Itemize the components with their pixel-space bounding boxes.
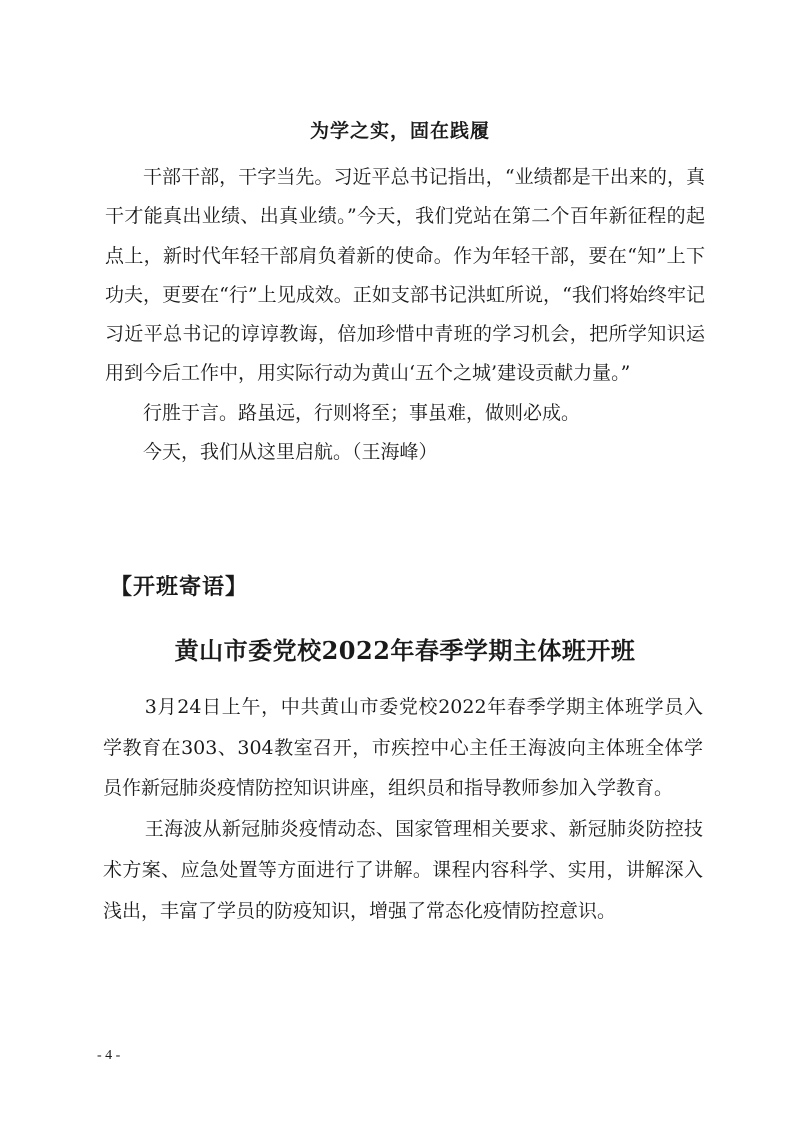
news-body bbox=[103, 687, 703, 931]
paragraph: 3月24日上午，中共黄山市委党校2022年春季学期主体班学员入学教育在303、304教室召开，市疾控中心主任王海波向主体班全体学员作新冠肺炎疫情防控知识讲座，组织员和指导教师参加入学教育。 bbox=[103, 696, 703, 800]
paragraph: 今天，我们从这里启航。（王海峰） bbox=[143, 441, 438, 464]
news-headline: 黄山市委党校2022年春季学期主体班开班 bbox=[174, 636, 636, 665]
section-header-tag: 【开班寄语】 bbox=[110, 575, 249, 600]
section-title: 为学之实，固在践履 bbox=[309, 120, 490, 142]
paragraph: 干部干部，干字当先。习近平总书记指出，“业绩都是干出来的，真干才能真出业绩、出真业绩。”今天，我们党站在第二个百年新征程的起点上，新时代年轻干部肩负着新的使命。作为年轻干部，要在“知”上下功夫，更要在“行”上见成效。正如支部书记洪虹所说，“我们将始终牢记习近平总书记的谆谆教诲，倍加珍惜中青班的学习机会，把所学知识运用到今后工作中，用实际行动为黄山‘五个之城’建设贡献力量。” bbox=[105, 166, 705, 385]
paragraph: 行胜于言。路虽远，行则将至；事虽难，做则必成。 bbox=[143, 401, 581, 424]
page-number: - 4 - bbox=[97, 1048, 121, 1063]
article-body bbox=[105, 158, 705, 472]
paragraph: 王海波从新冠肺炎疫情动态、国家管理相关要求、新冠肺炎防控技术方案、应急处置等方面进行了讲解。课程内容科学、实用，讲解深入浅出，丰富了学员的防疫知识，增强了常态化疫情防控意识。 bbox=[103, 818, 703, 922]
